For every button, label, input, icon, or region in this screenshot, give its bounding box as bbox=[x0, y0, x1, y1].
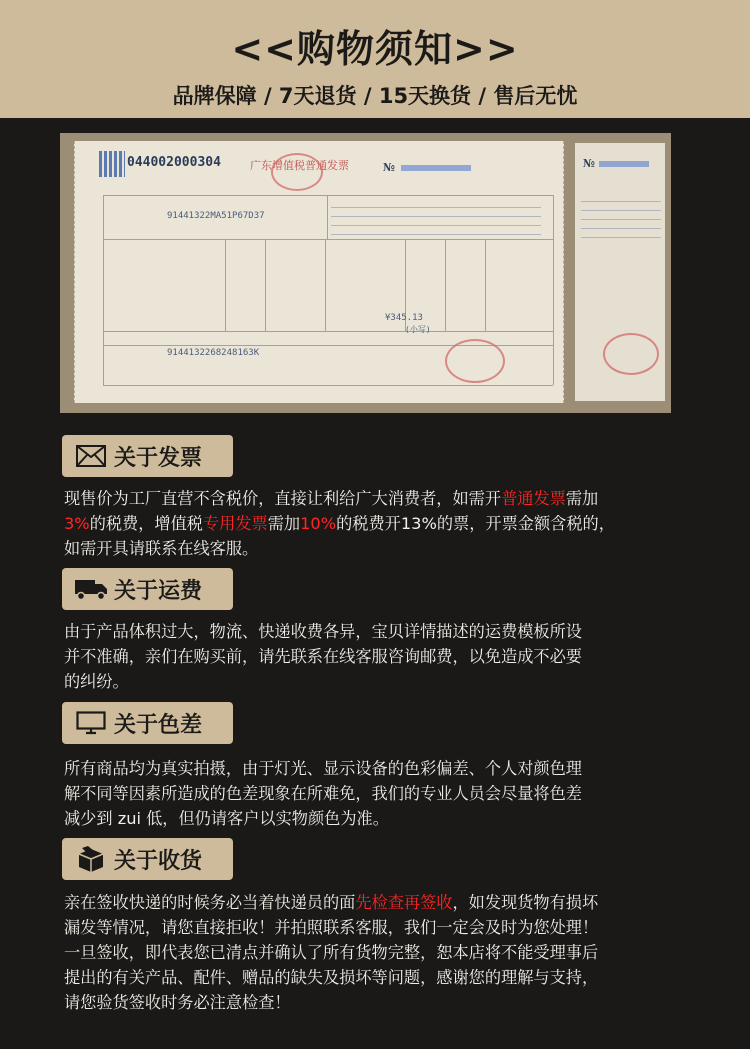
buyer-tax-id: 91441322MA51P67D37 bbox=[167, 211, 265, 221]
section-invoice-label: 关于发票 bbox=[114, 445, 203, 471]
body-text: 所有商品均为真实拍摄，由于灯光、显示设备的色彩偏差、个人对颜色理 bbox=[64, 759, 582, 778]
body-text: 的纠纷。 bbox=[64, 672, 129, 691]
invoice-photo bbox=[60, 133, 671, 413]
invoice-amount: ¥345.13 bbox=[385, 313, 423, 323]
monitor-icon bbox=[74, 708, 108, 738]
body-text: 请您验货签收时务必注意检查！ bbox=[64, 993, 291, 1012]
text-line bbox=[64, 619, 714, 644]
body-text: 一旦签收，即代表您已清点并确认了所有货物完整，恕本店将不能受理事后 bbox=[64, 943, 599, 962]
text-line bbox=[64, 511, 714, 536]
body-text: 减少到 zui 低，但仍请客户以实物颜色为准。 bbox=[64, 809, 389, 828]
highlight-text: 专用发票 bbox=[203, 514, 268, 533]
page-header bbox=[0, 0, 750, 118]
invoice-seal-stamp bbox=[271, 153, 323, 191]
body-text: 需加 bbox=[565, 489, 599, 508]
section-receipt-tag bbox=[62, 838, 233, 880]
truck-icon bbox=[74, 574, 108, 604]
body-text: 由于产品体积过大，物流、快递收费各异，宝贝详情描述的运费模板所设 bbox=[64, 622, 582, 641]
text-line bbox=[64, 990, 714, 1015]
section-color-label: 关于色差 bbox=[114, 712, 203, 738]
body-text: 漏发等情况，请您直接拒收！并拍照联系客服，我们一定会及时为您处理！ bbox=[64, 918, 599, 937]
text-line bbox=[64, 644, 714, 669]
page-subtitle: 品牌保障 / 7天退货 / 15天换货 / 售后无忧 bbox=[172, 84, 578, 108]
section-receipt-text bbox=[64, 890, 714, 1015]
body-text: 需加 bbox=[267, 514, 301, 533]
invoice-title: 广东增值税普通发票 bbox=[250, 159, 349, 172]
text-line bbox=[64, 915, 714, 940]
text-line bbox=[64, 536, 714, 561]
invoice-amount-label: (小写) bbox=[405, 325, 431, 334]
highlight-text: 3% bbox=[64, 514, 90, 533]
text-line bbox=[64, 806, 714, 831]
text-line bbox=[64, 890, 714, 915]
body-text: ，如发现货物有损坏 bbox=[452, 893, 599, 912]
text-line bbox=[64, 781, 714, 806]
section-shipping-tag bbox=[62, 568, 233, 610]
section-shipping-text bbox=[64, 619, 714, 694]
invoice-main-sheet bbox=[74, 141, 564, 403]
redacted-number bbox=[401, 165, 471, 171]
seller-tax-id: 9144132268248163K bbox=[167, 348, 260, 358]
seller-seal-stamp bbox=[445, 339, 505, 383]
envelope-icon bbox=[74, 441, 108, 471]
invoice-copy-no-symbol: № bbox=[583, 157, 595, 170]
text-line bbox=[64, 756, 714, 781]
highlight-text: 先检查再签收 bbox=[355, 893, 453, 912]
body-text: 如需开具请联系在线客服。 bbox=[64, 539, 259, 558]
highlight-text: 普通发票 bbox=[501, 489, 566, 508]
invoice-copy-sheet bbox=[575, 143, 665, 401]
body-text: 现售价为工厂直营不含税价，直接让利给广大消费者，如需开 bbox=[64, 489, 502, 508]
section-color-tag bbox=[62, 702, 233, 744]
body-text: 亲在签收快递的时候务必当着快递员的面 bbox=[64, 893, 356, 912]
package-icon bbox=[74, 844, 108, 874]
body-text: 并不准确，亲们在购买前，请先联系在线客服咨询邮费，以免造成不必要 bbox=[64, 647, 582, 666]
highlight-text: 10% bbox=[300, 514, 337, 533]
copy-seal-stamp bbox=[603, 333, 659, 375]
invoice-no-symbol: № bbox=[383, 161, 395, 174]
text-line bbox=[64, 940, 714, 965]
text-line bbox=[64, 669, 714, 694]
section-invoice-tag bbox=[62, 435, 233, 477]
body-text: 的税费开13%的票，开票金额含税的， bbox=[336, 514, 615, 533]
invoice-code: 044002000304 bbox=[127, 155, 221, 170]
body-text: 提出的有关产品、配件、赠品的缺失及损坏等问题，感谢您的理解与支持， bbox=[64, 968, 599, 987]
section-invoice-text bbox=[64, 486, 714, 561]
text-line bbox=[64, 965, 714, 990]
qr-code-icon bbox=[99, 151, 125, 177]
body-text: 解不同等因素所造成的色差现象在所难免，我们的专业人员会尽量将色差 bbox=[64, 784, 582, 803]
section-shipping-label: 关于运费 bbox=[114, 578, 203, 604]
page-title: <<购物须知>> bbox=[231, 27, 519, 71]
section-color-text bbox=[64, 756, 714, 831]
section-receipt-label: 关于收货 bbox=[114, 848, 203, 874]
body-text: 的税费，增值税 bbox=[89, 514, 203, 533]
text-line bbox=[64, 486, 714, 511]
